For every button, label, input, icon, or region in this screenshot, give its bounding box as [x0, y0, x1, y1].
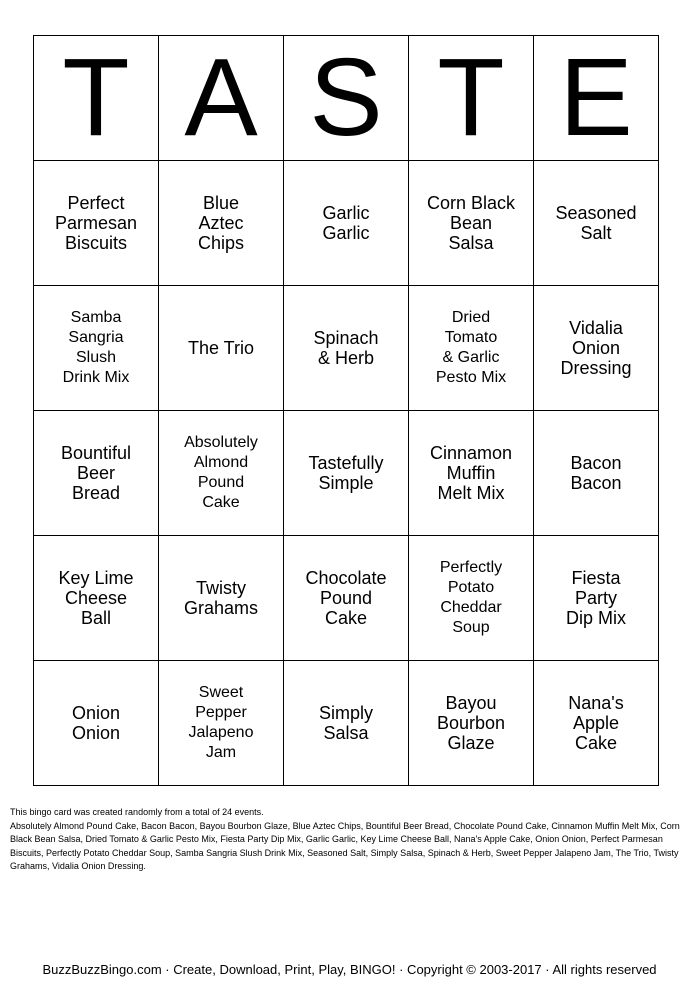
header-letter: A [159, 36, 284, 161]
bingo-cell [534, 286, 659, 411]
bingo-cell-text: Perfectly Potato Cheddar Soup [439, 559, 503, 636]
bingo-cell-text: Fiesta Party Dip Mix [565, 568, 626, 628]
header-letter: T [409, 36, 534, 161]
header-letter: T [34, 36, 159, 161]
bingo-cell-text: Vidalia Onion Dressing [560, 318, 632, 378]
bingo-cell [159, 661, 284, 786]
bingo-cell-text: Dried Tomato & Garlic Pesto Mix [435, 309, 507, 386]
header-letter: E [534, 36, 659, 161]
footnote-events: Absolutely Almond Pound Cake, Bacon Bacon, Bayou Bourbon Glaze, Blue Aztec Chips, Bountiful Beer Bread, Chocolate Pound Cake, Cinnamon Muffin Melt Mix, Corn Black Bean Salsa, Dried Tomato & Garlic Pesto Mix, Fiesta Party Dip Mix, Garlic Garlic, Key Lime Cheese Ball, Nana's Apple Cake, Onion Onion, Perfect Parmesan Biscuits, Perfectly Potato Cheddar Soup, Samba Sangria Slush Drink Mix, Seasoned Salt, Simply Salsa, Spinach & Herb, Sweet Pepper Jalapeno Jam, The Trio, Twisty Grahams, Vidalia Onion Dressing. [10, 820, 680, 871]
bingo-cell-text: Bountiful Beer Bread [60, 443, 132, 503]
grid-row [34, 161, 659, 286]
bingo-cell-text: Samba Sangria Slush Drink Mix [62, 309, 130, 386]
grid-row [34, 411, 659, 536]
bingo-cell [284, 661, 409, 786]
bingo-cell-text: Bacon Bacon [570, 453, 622, 493]
bingo-cell [534, 661, 659, 786]
bingo-cell [534, 411, 659, 536]
bingo-cell-text: Twisty Grahams [183, 578, 259, 618]
bingo-cell-text: Chocolate Pound Cake [305, 568, 387, 628]
bingo-cell [284, 536, 409, 661]
bingo-cell-text: Absolutely Almond Pound Cake [184, 434, 258, 511]
footnote [10, 806, 690, 874]
header-letter: S [284, 36, 409, 161]
bingo-card [33, 35, 659, 786]
bingo-cell [409, 661, 534, 786]
bingo-cell [34, 536, 159, 661]
bingo-cell [34, 161, 159, 286]
bingo-cell [34, 661, 159, 786]
bingo-cell [159, 161, 284, 286]
bingo-cell [409, 161, 534, 286]
bingo-cell [284, 411, 409, 536]
bingo-cell-text: Nana's Apple Cake [568, 693, 624, 753]
bingo-cell [534, 161, 659, 286]
bingo-cell-text: Corn Black Bean Salsa [426, 193, 516, 253]
bingo-cell-text: Simply Salsa [318, 703, 373, 743]
bingo-cell-text: Cinnamon Muffin Melt Mix [429, 443, 513, 503]
bingo-cell-text: Key Lime Cheese Ball [58, 568, 134, 628]
bingo-cell-text: Garlic Garlic [322, 203, 370, 243]
bingo-cell-text: Perfect Parmesan Biscuits [54, 193, 138, 253]
bingo-cell [409, 286, 534, 411]
grid-row [34, 536, 659, 661]
bingo-cell [534, 536, 659, 661]
header-row [34, 36, 659, 161]
bingo-cell [284, 161, 409, 286]
grid-row [34, 661, 659, 786]
bingo-cell-text: Blue Aztec Chips [197, 193, 245, 253]
bingo-cell [409, 411, 534, 536]
bingo-cell [34, 286, 159, 411]
bingo-cell [159, 286, 284, 411]
grid-row [34, 286, 659, 411]
bingo-cell-text: Spinach & Herb [313, 328, 379, 368]
bingo-cell [34, 411, 159, 536]
bingo-cell-text: Onion Onion [71, 703, 121, 743]
copyright-footer: BuzzBuzzBingo.com · Create, Download, Print, Play, BINGO! · Copyright © 2003-2017 · All rights reserved [42, 962, 657, 977]
bingo-cell [409, 536, 534, 661]
grid-body [34, 161, 659, 786]
bingo-cell-text: Bayou Bourbon Glaze [436, 693, 506, 753]
bingo-cell-text: Sweet Pepper Jalapeno Jam [188, 684, 254, 761]
bingo-cell [284, 286, 409, 411]
bingo-cell-text: The Trio [187, 338, 255, 358]
bingo-cell-text: Tastefully Simple [308, 453, 384, 493]
bingo-cell [159, 411, 284, 536]
footnote-intro: This bingo card was created randomly from a total of 24 events. [10, 807, 264, 817]
bingo-cell [159, 536, 284, 661]
bingo-cell-text: Seasoned Salt [555, 203, 637, 243]
